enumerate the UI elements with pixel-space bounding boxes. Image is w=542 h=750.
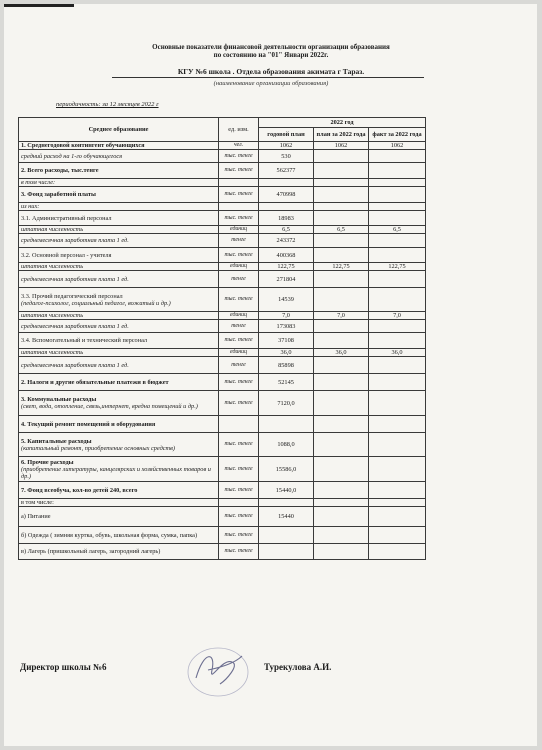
table-row [19, 416, 426, 433]
row-label: в том числе: [21, 499, 54, 506]
row-indicator [19, 163, 219, 179]
row-plan: 36,0 [314, 349, 369, 357]
row-annual: 36,0 [259, 349, 314, 357]
row-annual: 6,5 [259, 226, 314, 234]
row-indicator [19, 391, 219, 416]
row-fact [369, 544, 426, 560]
row-plan: 6,5 [314, 226, 369, 234]
row-unit: тыс. тенге [219, 457, 259, 482]
row-fact [369, 333, 426, 349]
row-indicator [19, 248, 219, 263]
row-indicator [19, 457, 219, 482]
row-annual [259, 499, 314, 507]
row-label: б) Одежда ( зимняя куртка, обувь, школьная форма, сумка, папка) [21, 531, 198, 539]
row-plan [314, 357, 369, 374]
row-plan [314, 457, 369, 482]
row-plan [314, 211, 369, 226]
row-indicator [19, 433, 219, 457]
row-label: среднемесячная заработная плата 1 ед. [21, 322, 129, 330]
row-indicator [19, 288, 219, 312]
table-row [19, 163, 426, 179]
row-sublabel: (педагог-психолог, социальный педагог, вожатый и др.) [21, 299, 171, 307]
table-row [19, 263, 426, 271]
row-plan [314, 234, 369, 248]
row-label: штатная численность [21, 226, 84, 233]
row-fact [369, 211, 426, 226]
row-indicator [19, 416, 219, 433]
row-annual: 1062 [259, 142, 314, 150]
row-annual: 52145 [259, 374, 314, 391]
table-row [19, 288, 426, 312]
row-label: 3. Коммунальные расходы [21, 396, 97, 403]
director-name: Турекулова А.И. [264, 662, 332, 672]
row-annual: 530 [259, 150, 314, 163]
organization-name: КГУ №6 школа . Отдела образования акимата г Тараз. [177, 67, 365, 76]
row-annual [259, 179, 314, 187]
row-annual: 7,0 [259, 312, 314, 320]
row-label: 3.3. Прочий педагогический персонал [21, 292, 123, 300]
row-label: в) Лагерь (пришкольный лагерь, загородний лагерь) [21, 548, 161, 555]
row-fact [369, 357, 426, 374]
row-plan [314, 179, 369, 187]
row-indicator [19, 357, 219, 374]
document-title: Основные показатели финансовой деятельности организации образования [152, 43, 390, 51]
row-indicator [19, 333, 219, 349]
table-row [19, 203, 426, 211]
row-plan [314, 391, 369, 416]
row-label: среднемесячная заработная плата 1 ед. [21, 361, 129, 369]
table-row [19, 457, 426, 482]
row-unit [219, 203, 259, 211]
row-fact [369, 507, 426, 527]
row-annual [259, 416, 314, 433]
row-fact [369, 271, 426, 288]
table-row [19, 312, 426, 320]
row-indicator [19, 179, 219, 187]
row-unit: единиц [219, 263, 259, 271]
table-row [19, 211, 426, 226]
row-label: 3.1. Административный персонал [21, 214, 112, 222]
row-fact [369, 457, 426, 482]
row-label: а) Питание [21, 513, 51, 520]
row-plan [314, 333, 369, 349]
row-indicator [19, 482, 219, 499]
row-plan [314, 416, 369, 433]
row-indicator [19, 226, 219, 234]
row-fact: 122,75 [369, 263, 426, 271]
row-plan [314, 374, 369, 391]
row-plan [314, 507, 369, 527]
row-indicator [19, 142, 219, 150]
row-label: штатная численность [21, 263, 84, 270]
row-fact [369, 187, 426, 203]
row-plan [314, 187, 369, 203]
row-indicator [19, 211, 219, 226]
row-sublabel: (свет, вода, отопление, связь,интернет, вредна помещений и др.) [21, 403, 198, 410]
row-annual: 15440 [259, 507, 314, 527]
row-plan [314, 288, 369, 312]
row-label: 2. Налоги и другие обязательные платежи в бюджет [21, 378, 169, 386]
row-unit: тыс. тенге [219, 544, 259, 560]
row-fact [369, 234, 426, 248]
row-label: 3.4. Вспомогательный и технический персонал [21, 337, 148, 344]
row-annual: 173083 [259, 320, 314, 333]
row-unit: тенге [219, 320, 259, 333]
col-fact-header: факт за 2022 года [369, 128, 426, 142]
signature-stamp [182, 640, 252, 700]
row-fact: 36,0 [369, 349, 426, 357]
financial-indicators-table [18, 117, 426, 560]
row-unit: тыс. тенге [219, 248, 259, 263]
row-annual: 470998 [259, 187, 314, 203]
row-label: 6. Прочие расходы [21, 458, 74, 466]
table-row [19, 544, 426, 560]
table-row [19, 320, 426, 333]
col-year-header: 2022 год [259, 118, 426, 128]
row-fact [369, 179, 426, 187]
row-indicator [19, 203, 219, 211]
row-unit: тыс. тенге [219, 211, 259, 226]
row-label: среднемесячная заработная плата 1 ед. [21, 237, 129, 244]
organization-underline [112, 77, 424, 78]
table-row [19, 142, 426, 150]
row-plan [314, 482, 369, 499]
row-unit: тыс. тенге [219, 507, 259, 527]
row-label: 7. Фонд всеобуча, кол-во детей 240, всего [21, 486, 138, 494]
row-fact [369, 433, 426, 457]
table-row [19, 507, 426, 527]
table-row [19, 226, 426, 234]
row-fact [369, 416, 426, 433]
table-row [19, 391, 426, 416]
row-indicator [19, 499, 219, 507]
row-annual: 15440,0 [259, 482, 314, 499]
row-unit [219, 416, 259, 433]
row-annual: 243372 [259, 234, 314, 248]
row-unit: тенге [219, 271, 259, 288]
row-unit: тыс. тенге [219, 527, 259, 544]
row-annual [259, 527, 314, 544]
table-row [19, 248, 426, 263]
row-annual [259, 203, 314, 211]
table-row [19, 499, 426, 507]
row-plan [314, 433, 369, 457]
row-annual: 14539 [259, 288, 314, 312]
row-sublabel: (капитальный ремонт, приобретение основных средств) [21, 444, 175, 452]
row-plan [314, 203, 369, 211]
row-unit: единиц [219, 312, 259, 320]
row-fact: 7,0 [369, 312, 426, 320]
row-fact [369, 203, 426, 211]
row-sublabel: (приобретение литературы, канцелярских и хозяйственных товаров и др.) [21, 465, 211, 480]
row-indicator [19, 150, 219, 163]
row-fact [369, 248, 426, 263]
row-annual: 122,75 [259, 263, 314, 271]
row-indicator [19, 544, 219, 560]
row-label: 3. Фонд заработной платы [21, 191, 96, 198]
table-row [19, 271, 426, 288]
row-plan: 1062 [314, 142, 369, 150]
director-label: Директор школы №6 [20, 662, 107, 672]
row-annual: 400368 [259, 248, 314, 263]
row-fact: 6,5 [369, 226, 426, 234]
row-unit: единиц [219, 349, 259, 357]
row-unit: тыс. тенге [219, 288, 259, 312]
row-indicator [19, 271, 219, 288]
row-plan [314, 150, 369, 163]
row-annual: 7120,0 [259, 391, 314, 416]
row-unit: чел. [219, 142, 259, 150]
row-unit: тыс. тенге [219, 163, 259, 179]
row-label: штатная численность [21, 349, 84, 356]
table-row [19, 527, 426, 544]
table-body [19, 142, 426, 560]
row-label: 1. Среднегодовой контингент обучающихся [21, 142, 145, 149]
row-plan [314, 499, 369, 507]
row-plan: 122,75 [314, 263, 369, 271]
row-indicator [19, 187, 219, 203]
row-plan [314, 527, 369, 544]
row-annual: 271804 [259, 271, 314, 288]
row-fact: 1062 [369, 142, 426, 150]
reporting-period: периодичность: за 12 месяцев 2022 г [56, 101, 159, 108]
row-fact [369, 163, 426, 179]
row-fact [369, 391, 426, 416]
row-indicator [19, 527, 219, 544]
table-row [19, 333, 426, 349]
row-unit: тыс. тенге [219, 374, 259, 391]
row-label: 2. Всего расходы, тыс.тенге [21, 167, 99, 174]
row-indicator [19, 374, 219, 391]
row-label: 3.2. Основной персонал - учителя [21, 251, 112, 259]
row-annual: 37108 [259, 333, 314, 349]
table-row [19, 187, 426, 203]
row-label: 5. Капитальные расходы [21, 437, 92, 445]
document-date-line: по состоянию на "01" Январи 2022г. [213, 51, 329, 59]
col-unit-header: ед. изм. [219, 118, 259, 142]
row-label: штатная численность [21, 312, 84, 319]
row-plan [314, 320, 369, 333]
table-row [19, 357, 426, 374]
col-indicator-header: Среднее образование [19, 118, 219, 142]
table-row [19, 349, 426, 357]
row-annual: 562377 [259, 163, 314, 179]
row-fact [369, 288, 426, 312]
row-annual: 85898 [259, 357, 314, 374]
table-row [19, 234, 426, 248]
row-unit: тыс. тенге [219, 482, 259, 499]
table-row [19, 482, 426, 499]
row-indicator [19, 349, 219, 357]
row-unit: тенге [219, 234, 259, 248]
row-indicator [19, 320, 219, 333]
row-label: из них: [21, 203, 40, 210]
row-annual: 18983 [259, 211, 314, 226]
row-unit: тыс. тенге [219, 150, 259, 163]
table-row [19, 374, 426, 391]
col-annual-header: годовой план [259, 128, 314, 142]
row-plan: 7,0 [314, 312, 369, 320]
row-unit: тыс. тенге [219, 391, 259, 416]
row-plan [314, 248, 369, 263]
row-indicator [19, 507, 219, 527]
row-unit: тыс. тенге [219, 333, 259, 349]
row-fact [369, 374, 426, 391]
col-plan-header: план за 2022 года [314, 128, 369, 142]
row-indicator [19, 263, 219, 271]
row-unit [219, 179, 259, 187]
organization-caption: (наименование организации образования) [213, 80, 329, 87]
row-label: в том числе: [21, 179, 56, 186]
row-fact [369, 499, 426, 507]
table-row [19, 179, 426, 187]
row-unit [219, 499, 259, 507]
row-fact [369, 482, 426, 499]
row-annual: 1088,0 [259, 433, 314, 457]
table-row [19, 433, 426, 457]
row-plan [314, 163, 369, 179]
row-fact [369, 527, 426, 544]
row-indicator [19, 234, 219, 248]
table-row [19, 150, 426, 163]
row-plan [314, 271, 369, 288]
row-label: 4. Текущий ремонт помещений и оборудования [21, 420, 156, 428]
row-unit: тыс. тенге [219, 187, 259, 203]
row-unit: тыс. тенге [219, 433, 259, 457]
row-fact [369, 320, 426, 333]
row-annual [259, 544, 314, 560]
row-unit: тенге [219, 357, 259, 374]
row-unit: единиц [219, 226, 259, 234]
scan-edge-mark [4, 4, 74, 7]
row-fact [369, 150, 426, 163]
row-indicator [19, 312, 219, 320]
row-plan [314, 544, 369, 560]
row-label: средний расход на 1-го обучающегося [21, 152, 123, 160]
row-annual: 15586,0 [259, 457, 314, 482]
row-label: среднемесячная заработная плата 1 ед. [21, 275, 129, 283]
